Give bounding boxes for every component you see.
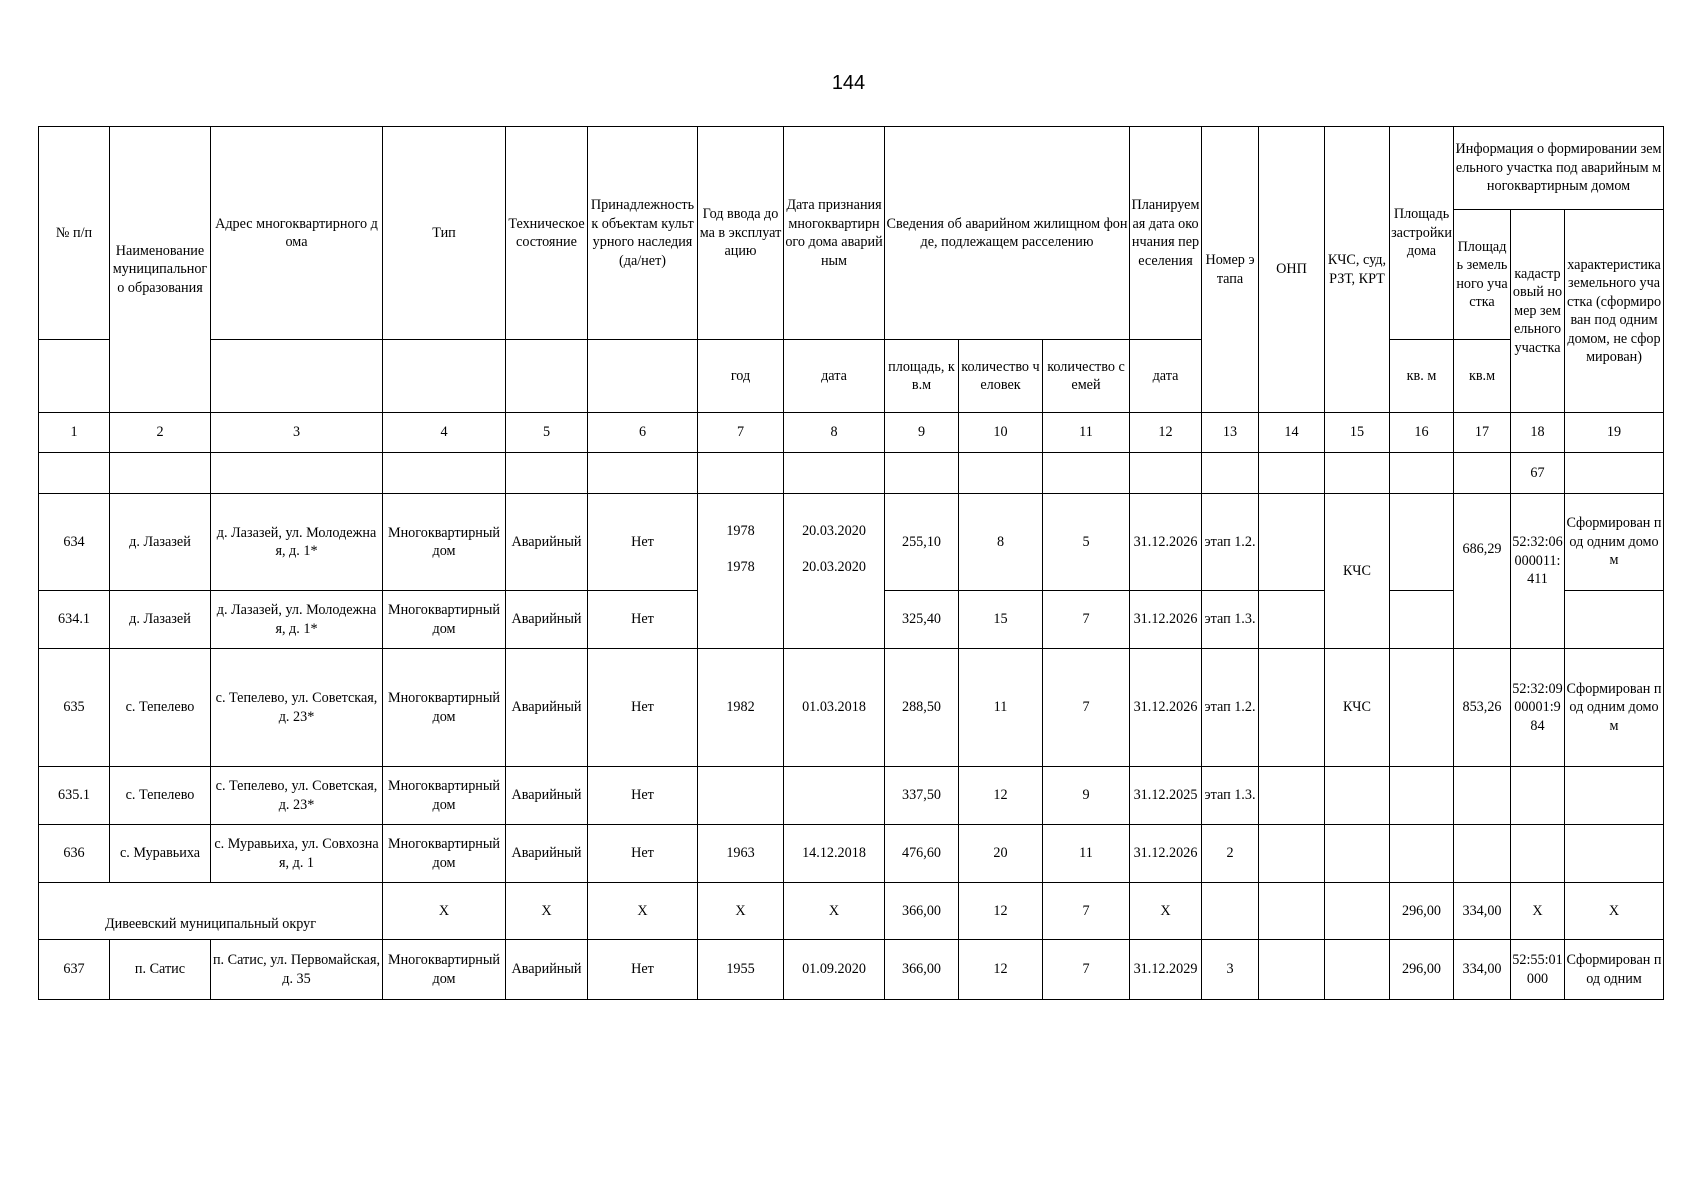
subheader-people: количество человек [959, 340, 1043, 413]
header-col-4: Тип [383, 127, 506, 340]
build-area [1390, 591, 1454, 649]
commission-year: 1955 [698, 940, 784, 1000]
tech-state: Аварийный [506, 494, 588, 591]
cadastral-number [1511, 825, 1565, 883]
area: 366,00 [885, 940, 959, 1000]
end-date: 31.12.2026 [1130, 591, 1202, 649]
tech-state: Аварийный [506, 649, 588, 767]
table-cell [110, 453, 211, 494]
col-number: 15 [1325, 413, 1390, 453]
kchs [1325, 767, 1390, 825]
kchs [1325, 940, 1390, 1000]
municipality: д. Лазазей [110, 591, 211, 649]
families: 7 [1043, 591, 1130, 649]
table-cell [1202, 453, 1259, 494]
table-cell [1259, 453, 1325, 494]
table-cell [1259, 883, 1325, 940]
table-row [39, 767, 1664, 825]
table-cell [1202, 883, 1259, 940]
people: 12 [959, 767, 1043, 825]
area: 288,50 [885, 649, 959, 767]
plot-area [1454, 767, 1511, 825]
header-col-19: характеристика земельного участка (сформирован под одним домом, не сформирован) [1565, 210, 1664, 413]
summary-x: Х [1565, 883, 1664, 940]
table-cell [506, 453, 588, 494]
header-col-2: Наименование муниципального образования [110, 127, 211, 413]
stage: этап 1.2. [1202, 494, 1259, 591]
col-number: 8 [784, 413, 885, 453]
heritage: Нет [588, 767, 698, 825]
kchs: КЧС [1325, 494, 1390, 649]
col-number: 19 [1565, 413, 1664, 453]
header-col-5: Техническое состояние [506, 127, 588, 340]
plot-area: 853,26 [1454, 649, 1511, 767]
col-number: 2 [110, 413, 211, 453]
emergency-date [784, 767, 885, 825]
address: п. Сатис, ул. Первомайская, д. 35 [211, 940, 383, 1000]
people: 20 [959, 825, 1043, 883]
commission-year [698, 767, 784, 825]
header-col-17: Площадь земельного участка [1454, 210, 1511, 340]
header-col-12: Планируемая дата окончания переселения [1130, 127, 1202, 340]
end-date: 31.12.2029 [1130, 940, 1202, 1000]
subheader-build-area-unit: кв. м [1390, 340, 1454, 413]
col-number: 11 [1043, 413, 1130, 453]
address: д. Лазазей, ул. Молодежная, д. 1* [211, 494, 383, 591]
stage: этап 1.3. [1202, 591, 1259, 649]
tech-state: Аварийный [506, 940, 588, 1000]
heritage: Нет [588, 940, 698, 1000]
cadastral-number-value: 52:32:06000011:411 [1512, 534, 1563, 588]
tech-state: Аварийный [506, 591, 588, 649]
col-number: 12 [1130, 413, 1202, 453]
table-cell [588, 453, 698, 494]
col-number: 5 [506, 413, 588, 453]
row-number: 637 [39, 940, 110, 1000]
table-cell [39, 453, 110, 494]
cadastral-number [1511, 767, 1565, 825]
subheader-date: дата [784, 340, 885, 413]
families: 9 [1043, 767, 1130, 825]
table-cell [1325, 453, 1390, 494]
emergency-date: 01.09.2020 [784, 940, 885, 1000]
commission-year: 1982 [698, 649, 784, 767]
header-col-1-empty [39, 340, 110, 413]
area: 476,60 [885, 825, 959, 883]
people: 8 [959, 494, 1043, 591]
area: 255,10 [885, 494, 959, 591]
col-number: 17 [1454, 413, 1511, 453]
summary-x: Х [698, 883, 784, 940]
kchs: КЧС [1325, 649, 1390, 767]
header-col-15: КЧС, суд, РЗТ, КРТ [1325, 127, 1390, 413]
municipality: с. Тепелево [110, 767, 211, 825]
stage: этап 1.2. [1202, 649, 1259, 767]
emergency-housing-table [38, 126, 1664, 1000]
house-type: Многоквартирный дом [383, 825, 506, 883]
onp [1259, 825, 1325, 883]
table-cell [784, 453, 885, 494]
onp [1259, 649, 1325, 767]
subheader-plot-area-unit: кв.м [1454, 340, 1511, 413]
cadastral-number [1511, 494, 1565, 649]
table-row [39, 494, 1664, 591]
stage: 2 [1202, 825, 1259, 883]
header-col-17-19: Информация о формировании земельного участка под аварийным многоквартирным домом [1454, 127, 1664, 210]
header-col-8: Дата признания многоквартирного дома аварийным [784, 127, 885, 340]
col-number: 10 [959, 413, 1043, 453]
page-number: 144 [831, 72, 866, 94]
house-type: Многоквартирный дом [383, 591, 506, 649]
summary-build-area: 296,00 [1390, 883, 1454, 940]
header-col-1: № п/п [39, 127, 110, 340]
onp [1259, 767, 1325, 825]
table-cell [1130, 453, 1202, 494]
table-row [39, 940, 1664, 1000]
summary-families: 7 [1043, 883, 1130, 940]
col-number: 13 [1202, 413, 1259, 453]
header-col-4-empty [383, 340, 506, 413]
table-cell [885, 453, 959, 494]
emergency-date: 01.03.2018 [784, 649, 885, 767]
plot-characteristic: Сформирован под одним [1565, 940, 1664, 1000]
people: 15 [959, 591, 1043, 649]
cadastral-number-continuation: 67 [1511, 453, 1565, 494]
table-row [39, 649, 1664, 767]
heritage: Нет [588, 494, 698, 591]
address: д. Лазазей, ул. Молодежная, д. 1* [211, 591, 383, 649]
header-col-6: Принадлежность к объектам культурного наследия (да/нет) [588, 127, 698, 340]
summary-x: Х [588, 883, 698, 940]
plot-characteristic: Сформирован под одним домом [1565, 649, 1664, 767]
table-cell [211, 453, 383, 494]
table-cell [1454, 453, 1511, 494]
row-number: 634 [39, 494, 110, 591]
subheader-year: год [698, 340, 784, 413]
commission-year [698, 494, 784, 649]
table-row [39, 825, 1664, 883]
col-number: 1 [39, 413, 110, 453]
onp [1259, 591, 1325, 649]
build-area [1390, 767, 1454, 825]
plot-characteristic [1565, 591, 1664, 649]
plot-characteristic: Сформирован под одним домом [1565, 494, 1664, 591]
address: с. Тепелево, ул. Советская, д. 23* [211, 649, 383, 767]
build-area: 296,00 [1390, 940, 1454, 1000]
table-cell [1043, 453, 1130, 494]
header-col-18: кадастровый номер земельного участка [1511, 210, 1565, 413]
subheader-area: площадь, кв.м [885, 340, 959, 413]
house-type: Многоквартирный дом [383, 649, 506, 767]
end-date: 31.12.2026 [1130, 494, 1202, 591]
commission-year-a: 1978 [726, 522, 755, 539]
col-number: 14 [1259, 413, 1325, 453]
emergency-date-b: 20.03.2020 [802, 559, 866, 575]
plot-area-value: 686,29 [1462, 540, 1502, 557]
people: 12 [959, 940, 1043, 1000]
plot-characteristic [1565, 767, 1664, 825]
municipality: п. Сатис [110, 940, 211, 1000]
header-col-3: Адрес многоквартирного дома [211, 127, 383, 340]
header-col-6-empty [588, 340, 698, 413]
col-number: 16 [1390, 413, 1454, 453]
header-col-9-11: Сведения об аварийном жилищном фонде, подлежащем расселению [885, 127, 1130, 340]
row-number: 635.1 [39, 767, 110, 825]
summary-x: Х [1511, 883, 1565, 940]
end-date: 31.12.2026 [1130, 825, 1202, 883]
table-cell [1565, 453, 1664, 494]
families: 5 [1043, 494, 1130, 591]
header-col-16: Площадь застройки дома [1390, 127, 1454, 340]
house-type: Многоквартирный дом [383, 767, 506, 825]
table-cell [1325, 883, 1390, 940]
summary-x: Х [784, 883, 885, 940]
row-number: 634.1 [39, 591, 110, 649]
row-number: 635 [39, 649, 110, 767]
header-col-7: Год ввода дома в эксплуатацию [698, 127, 784, 340]
house-type: Многоквартирный дом [383, 940, 506, 1000]
cadastral-number: 52:55:01000 [1511, 940, 1565, 1000]
subheader-families: количество семей [1043, 340, 1130, 413]
heritage: Нет [588, 649, 698, 767]
heritage: Нет [588, 825, 698, 883]
stage: 3 [1202, 940, 1259, 1000]
onp [1259, 940, 1325, 1000]
area: 325,40 [885, 591, 959, 649]
table-cell [383, 453, 506, 494]
onp [1259, 494, 1325, 591]
commission-year: 1963 [698, 825, 784, 883]
summary-row [39, 883, 1664, 940]
tech-state: Аварийный [506, 767, 588, 825]
summary-people: 12 [959, 883, 1043, 940]
address: с. Тепелево, ул. Советская, д. 23* [211, 767, 383, 825]
plot-area [1454, 825, 1511, 883]
summary-x: Х [1130, 883, 1202, 940]
header-col-5-empty [506, 340, 588, 413]
header-col-14: ОНП [1259, 127, 1325, 413]
tech-state: Аварийный [506, 825, 588, 883]
kchs [1325, 825, 1390, 883]
families: 7 [1043, 649, 1130, 767]
people: 11 [959, 649, 1043, 767]
emergency-date: 14.12.2018 [784, 825, 885, 883]
emergency-date-a: 20.03.2020 [802, 522, 866, 539]
families: 11 [1043, 825, 1130, 883]
subheader-end-date: дата [1130, 340, 1202, 413]
summary-x: Х [383, 883, 506, 940]
plot-area [1454, 494, 1511, 649]
stage: этап 1.3. [1202, 767, 1259, 825]
col-number: 6 [588, 413, 698, 453]
summary-label: Дивеевский муниципальный округ [39, 883, 383, 940]
municipality: д. Лазазей [110, 494, 211, 591]
build-area [1390, 825, 1454, 883]
col-number: 18 [1511, 413, 1565, 453]
col-number: 4 [383, 413, 506, 453]
row-number: 636 [39, 825, 110, 883]
build-area [1390, 649, 1454, 767]
col-number: 9 [885, 413, 959, 453]
table-cell [698, 453, 784, 494]
plot-area: 334,00 [1454, 940, 1511, 1000]
header-col-13: Номер этапа [1202, 127, 1259, 413]
summary-x: Х [506, 883, 588, 940]
col-number: 7 [698, 413, 784, 453]
end-date: 31.12.2026 [1130, 649, 1202, 767]
municipality: с. Тепелево [110, 649, 211, 767]
build-area [1390, 494, 1454, 591]
header-col-3-empty [211, 340, 383, 413]
table-cell [959, 453, 1043, 494]
table-cell [1390, 453, 1454, 494]
house-type: Многоквартирный дом [383, 494, 506, 591]
emergency-date [784, 494, 885, 649]
families: 7 [1043, 940, 1130, 1000]
heritage: Нет [588, 591, 698, 649]
municipality: с. Муравьиха [110, 825, 211, 883]
plot-characteristic [1565, 825, 1664, 883]
col-number: 3 [211, 413, 383, 453]
summary-area: 366,00 [885, 883, 959, 940]
area: 337,50 [885, 767, 959, 825]
cadastral-number: 52:32:0900001:984 [1511, 649, 1565, 767]
commission-year-b: 1978 [726, 559, 755, 575]
summary-plot-area: 334,00 [1454, 883, 1511, 940]
address: с. Муравьиха, ул. Совхозная, д. 1 [211, 825, 383, 883]
end-date: 31.12.2025 [1130, 767, 1202, 825]
